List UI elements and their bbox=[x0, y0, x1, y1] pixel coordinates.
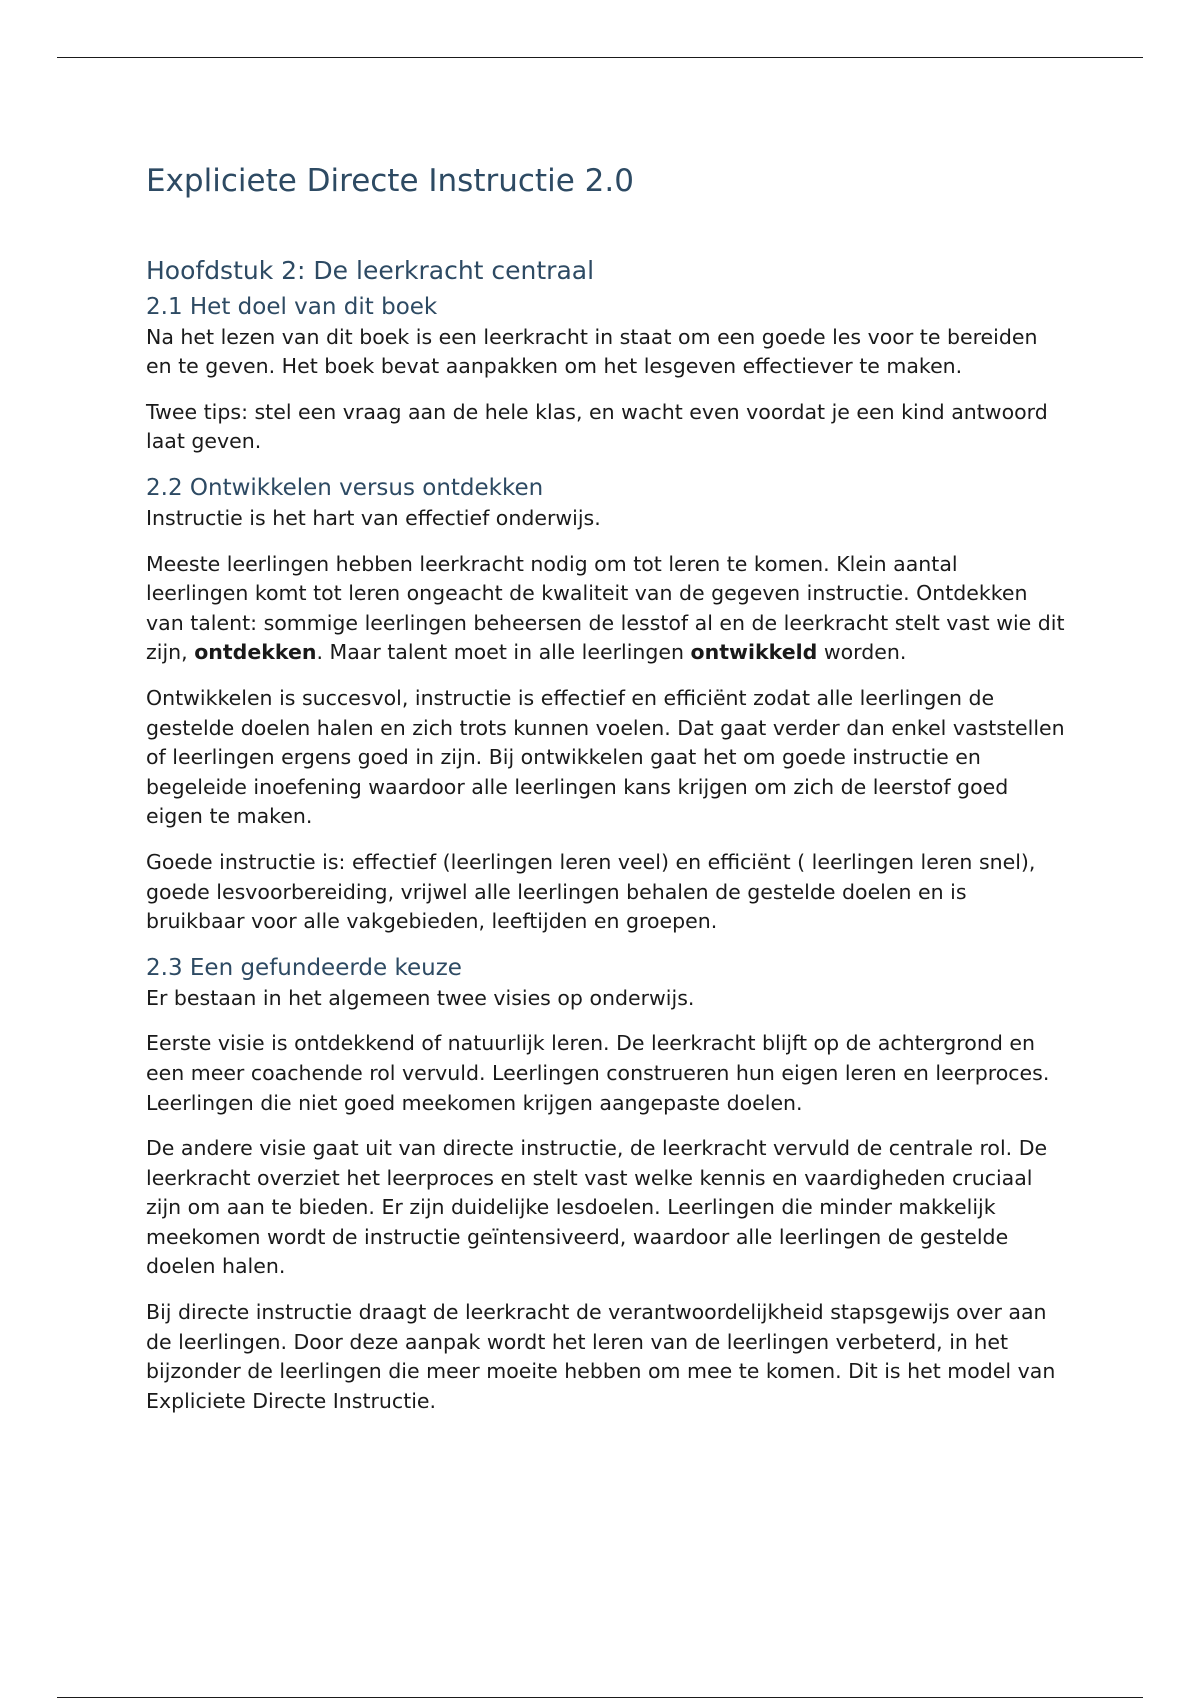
paragraph: Er bestaan in het algemeen twee visies op onderwijs. bbox=[146, 985, 695, 1010]
paragraph: Eerste visie is ontdekkend of natuurlijk leren. De leerkracht blijft op de achtergrond en een meer coachende rol vervuld. Leerlingen construeren hun eigen leren en leerproces. Leerlingen die niet goed meekomen krijgen aangepaste doelen. bbox=[146, 1031, 1050, 1115]
paragraph: Bij directe instructie draagt de leerkracht de verantwoordelijkheid stapsgewijs over aan de leerlingen. Door deze aanpak wordt het leren van de leerlingen verbeterd, in het bijzonder de leerlingen die meer moeite hebben om mee te komen. Dit is het model van Expliciete Directe Instructie. bbox=[146, 1300, 1056, 1413]
paragraph: De andere visie gaat uit van directe instructie, de leerkracht vervuld de centrale rol. De leerkracht overziet het leerproces en stelt vast welke kennis en vaardigheden cruciaal zijn om aan te bieden. Er zijn duidelijke lesdoelen. Leerlingen die minder makkelijk meekomen wordt de instructie geïntensiveerd, waardoor alle leerlingen de gestelde doelen halen. bbox=[146, 1136, 1048, 1279]
paragraph: Twee tips: stel een vraag aan de hele klas, en wacht even voordat je een kind antwoord laat geven. bbox=[146, 399, 1048, 454]
paragraph-text: Meeste leerlingen hebben leerkracht nodig om tot leren te komen. Klein aantal leerlingen komt tot leren ongeacht de kwaliteit van de gegeven instructie. Ontdekken van talent: sommige leerlingen beheersen de lesstof al en de leerkracht stelt vast wie dit zijn, bbox=[146, 551, 1065, 665]
paragraph: Instructie is het hart van effectief onderwijs. bbox=[146, 505, 601, 530]
section-heading-2-2: 2.2 Ontwikkelen versus ontdekken bbox=[146, 474, 544, 501]
document-title: Expliciete Directe Instructie 2.0 bbox=[146, 163, 634, 199]
paragraph: Goede instructie is: effectief (leerlingen leren veel) en efficiënt ( leerlingen leren snel), goede lesvoorbereiding, vrijwel alle leerlingen behalen de gestelde doelen en is bruikbaar voor alle vakgebieden, leeftijden en groepen. bbox=[146, 849, 1036, 934]
footer-rule bbox=[57, 1697, 1143, 1698]
paragraph: Ontwikkelen is succesvol, instructie is effectief en efficiënt zodat alle leerlingen de gestelde doelen halen en zich trots kunnen voelen. Dat gaat verder dan enkel vaststellen of leerlingen ergens goed in zijn. Bij ontwikkelen gaat het om goede instructie en begeleide inoefening waardoor alle leerlingen kans krijgen om zich de leerstof goed eigen te maken. bbox=[146, 685, 1065, 829]
paragraph-with-emphasis bbox=[146, 550, 1066, 668]
paragraph: Na het lezen van dit boek is een leerkracht in staat om een goede les voor te bereiden en te geven. Het boek bevat aanpakken om het lesgeven effectiever te maken. bbox=[146, 324, 1038, 379]
emphasis-ontwikkeld: ontwikkeld bbox=[690, 640, 818, 665]
paragraph-text: worden. bbox=[817, 640, 907, 665]
section-heading-2-1: 2.1 Het doel van dit boek bbox=[146, 293, 438, 320]
emphasis-ontdekken: ontdekken bbox=[194, 640, 317, 665]
paragraph-text: . Maar talent moet in alle leerlingen bbox=[316, 640, 691, 665]
chapter-heading: Hoofdstuk 2: De leerkracht centraal bbox=[146, 256, 595, 285]
header-rule bbox=[57, 57, 1143, 58]
section-heading-2-3: 2.3 Een gefundeerde keuze bbox=[146, 954, 462, 981]
document-body bbox=[146, 255, 1066, 1432]
